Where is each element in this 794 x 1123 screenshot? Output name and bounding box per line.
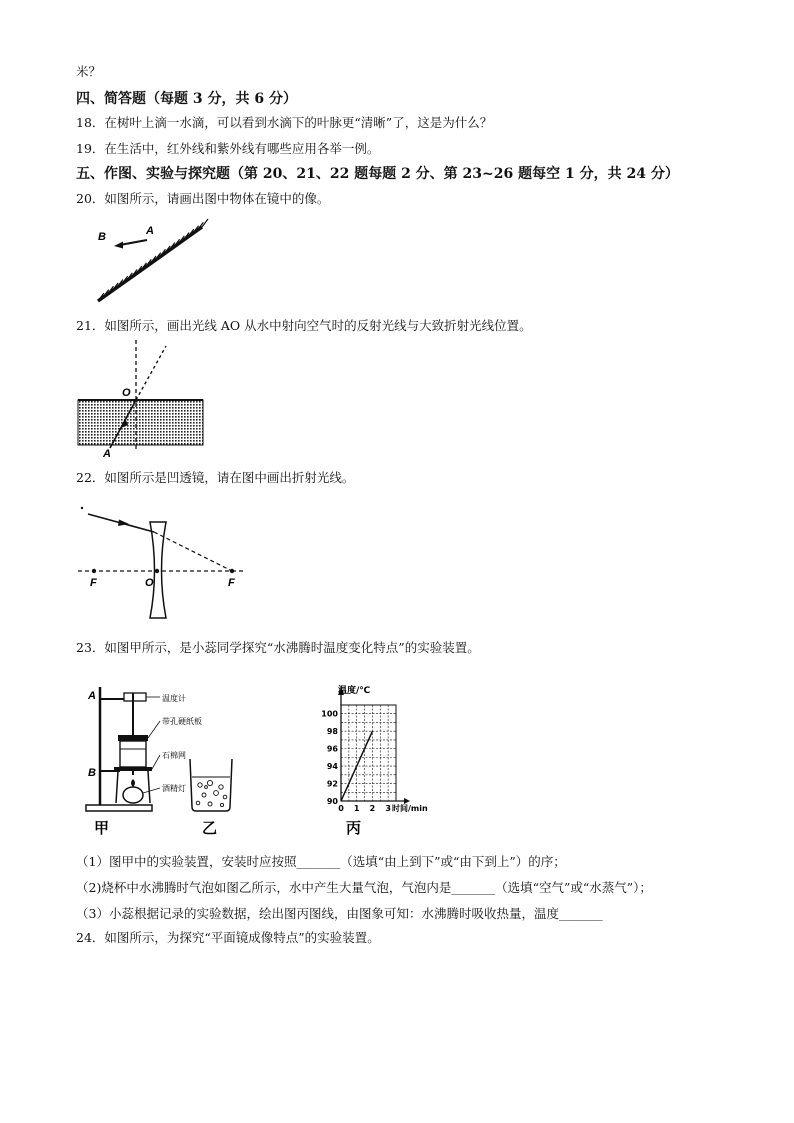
bubble <box>223 795 227 799</box>
focus-right <box>230 569 234 573</box>
leader-asbestos <box>152 755 160 769</box>
tripod-leg-right <box>148 771 150 803</box>
water-region <box>78 400 203 445</box>
label-f-right: F <box>228 577 235 589</box>
question-23-part-2: （2)烧杯中水沸腾时气泡如图乙所示，水中产生大量气泡，气泡内是_______（选填“空气”或“水蒸气”）； <box>76 880 652 895</box>
bubble <box>219 785 223 789</box>
question-23-part-1: （1）图甲中的实验装置，安装时应按照_______（选填“由上到下”或“由下到上”）的序； <box>76 854 566 869</box>
asbestos-net <box>114 767 152 771</box>
label-a: A <box>146 225 154 237</box>
focus-left <box>92 569 96 573</box>
chart-grid-frame <box>341 705 396 801</box>
bubble <box>202 793 206 797</box>
clamp-holder <box>124 693 146 701</box>
bubble <box>205 786 208 789</box>
chart-xlabel: 时间/min <box>392 804 428 813</box>
q20-mirror-figure <box>90 212 215 307</box>
chart-x-tick-label: 2 <box>369 804 376 813</box>
label-asbestos: 石棉网 <box>162 751 186 760</box>
label-board: 带孔硬纸板 <box>162 717 202 726</box>
leader-lamp <box>143 788 160 793</box>
section-4-title: 四、简答题（每题 3 分，共 6 分） <box>76 91 297 107</box>
section-5-title: 五、作图、实验与探究题（第 20、21、22 题每题 2 分、第 23~26 题每空 1 分，共 24 分） <box>76 166 679 182</box>
bubble <box>207 780 212 785</box>
bubble <box>198 783 202 787</box>
label-b: B <box>98 231 106 243</box>
q23-temperature-chart-bing <box>308 683 438 843</box>
question-23: 23．如图甲所示，是小蕊同学探究“水沸腾时温度变化特点”的实验装置。 <box>76 640 480 655</box>
chart-y-tick-label: 98 <box>326 727 338 737</box>
leader-board <box>148 721 160 738</box>
question-19: 19．在生活中，红外线和紫外线有哪些应用各举一例。 <box>76 141 380 156</box>
object-arrow-ab <box>120 240 147 245</box>
label-o: O <box>145 577 154 589</box>
paper-board <box>118 735 148 741</box>
ray-to-focus <box>154 532 232 571</box>
caption-jia: 甲 <box>94 820 110 837</box>
ray-start-dot <box>81 507 83 509</box>
label-f-left: F <box>90 577 97 589</box>
question-18: 18．在树叶上滴一水滴，可以看到水滴下的叶脉更“清晰”了，这是为什么？ <box>76 115 493 130</box>
chart-ylabel: 温度/℃ <box>338 686 371 696</box>
beaker <box>120 741 146 767</box>
tripod-leg-left <box>116 771 118 803</box>
chart-x-tick-label: 0 <box>338 804 344 813</box>
label-a: A <box>88 690 96 702</box>
bubble <box>214 791 219 796</box>
question-23-part-3: （3）小蕊根据记录的实验数据，绘出图丙图线，由图象可知：水沸腾时吸收热量，温度_______ <box>76 906 603 921</box>
label-b: B <box>88 767 96 779</box>
stand-base <box>86 805 152 811</box>
chart-y-tick-label: 96 <box>326 744 338 754</box>
chart-x-tick-label: 1 <box>353 804 360 813</box>
plane-mirror <box>98 227 202 301</box>
question-24: 24．如图所示，为探究“平面镜成像特点”的实验装置。 <box>76 930 380 945</box>
question-21: 21．如图所示，画出光线 AO 从水中射向空气时的反射光线与大致折射光线位置。 <box>76 318 532 333</box>
label-a: A <box>103 448 111 460</box>
alcohol-lamp <box>123 787 143 803</box>
continuation-text: 米？ <box>76 64 102 79</box>
bubbles <box>196 780 227 806</box>
caption-yi: 乙 <box>202 820 218 837</box>
question-22: 22．如图所示是凹透镜，请在图中画出折射光线。 <box>76 470 355 485</box>
chart-y-tick-label: 92 <box>326 779 338 789</box>
bubble <box>196 801 200 805</box>
question-20: 20．如图所示，请画出图中物体在镜中的像。 <box>76 191 330 206</box>
label-o: O <box>122 387 131 399</box>
label-lamp: 酒精灯 <box>162 784 186 793</box>
chart-y-tick-label: 100 <box>321 709 338 719</box>
object-arrow-head <box>114 242 123 249</box>
flame <box>131 779 135 787</box>
q22-concave-lens-figure <box>74 500 249 625</box>
caption-bing: 丙 <box>346 820 362 837</box>
q21-refraction-figure <box>70 338 210 460</box>
chart-y-tick-label: 94 <box>326 762 338 772</box>
extension-line <box>136 346 166 400</box>
bubble <box>208 802 212 806</box>
label-thermometer: 温度计 <box>162 694 186 703</box>
chart-grid <box>341 705 396 801</box>
bubble <box>220 803 223 806</box>
chart-y-tick-label: 90 <box>326 797 338 806</box>
chart-x-tick-label: 3 <box>385 804 391 813</box>
optical-center <box>155 569 159 573</box>
q23-apparatus-figure-jia <box>80 683 255 843</box>
